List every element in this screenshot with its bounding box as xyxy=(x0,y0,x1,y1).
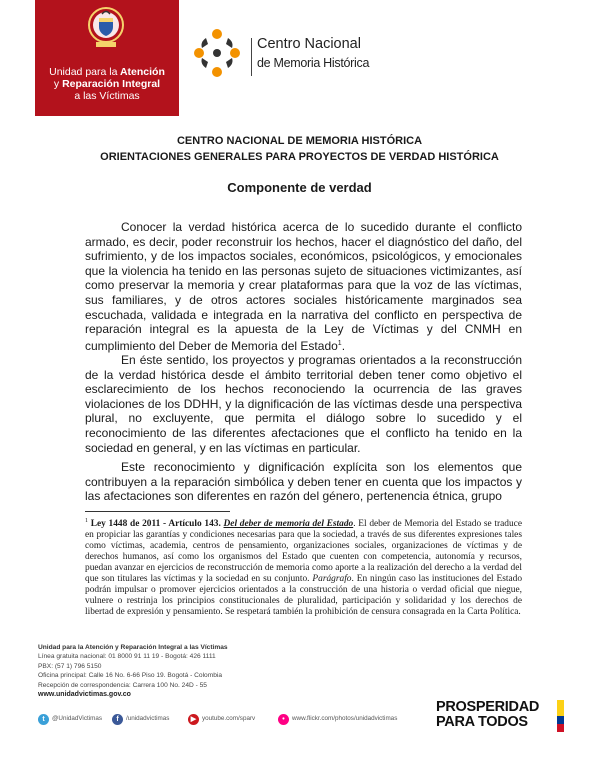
footnote-number: 1 xyxy=(85,518,88,524)
twitter-icon: t xyxy=(38,714,49,725)
footer-website-link[interactable]: www.unidadvictimas.gov.co xyxy=(38,691,131,699)
unidad-victimas-wordmark: Unidad para la Atención y Reparación Integral a las Víctimas xyxy=(49,66,165,102)
colombia-coat-of-arms-icon xyxy=(87,6,125,50)
footnote-separator xyxy=(85,511,230,512)
flickr-icon: • xyxy=(278,714,289,725)
logo-divider xyxy=(251,38,252,76)
paragraph-3: Este reconocimiento y dignificación explícita son los elementos que contribuyen a la reparación simbólica y deben tener en cuenta que los impactos y las afectaciones son diferentes en razón del género, pertenencia étnica, grupo xyxy=(85,460,522,504)
footer-mailroom: Recepción de correspondencia: Carrera 100 No. 24D - 55 xyxy=(38,681,207,689)
social-facebook-link[interactable]: f /unidadvictimas xyxy=(112,713,184,727)
section-title: Componente de verdad xyxy=(227,180,372,195)
cnmh-hands-emblem-icon xyxy=(190,26,244,80)
contact-info xyxy=(38,643,338,699)
colombia-flag-icon xyxy=(557,700,564,732)
footnote-heading: Del deber de memoria del Estado xyxy=(223,519,354,530)
footer-pbx: PBX: (57 1) 796 5150 xyxy=(38,662,102,670)
footnote xyxy=(85,516,522,618)
footnote-ref[interactable]: 1 xyxy=(337,339,342,347)
social-twitter-link[interactable]: t @UnidadVictimas xyxy=(38,713,110,727)
unidad-victimas-logo xyxy=(35,0,179,116)
youtube-icon: ▶ xyxy=(188,714,199,725)
footnote-text-2: . En ningún caso las instituciones del Estado podrán impulsar o promover ejercicios orientados a la construcción de una historia o verdad oficial que niegue, vulnere o restrinja los principios constitucionales de pluralidad, participación y solidaridad y los derechos de libertad de expresión y pensamiento. Se respetará también la prohibición de censura consagrada en la Carta Política. xyxy=(85,573,523,617)
prosperidad-wordmark: PROSPERIDAD PARA TODOS xyxy=(436,699,540,730)
document-main-title: ORIENTACIONES GENERALES PARA PROYECTOS DE VERDAD HISTÓRICA xyxy=(100,151,499,163)
cnmh-name-line2: de Memoria Histórica xyxy=(257,56,370,70)
footnote-paragrafo: Parágrafo xyxy=(312,573,352,584)
footnote-text-1: . El deber de Memoria del Estado se traduce en propiciar las garantías y condiciones necesarias para que la sociedad, a través de sus diferentes expresiones tales como víctimas, academia, centros de pensamiento, organizaciones sociales, organizaciones de víctimas y de derechos humanos, así como los organismos del Estado que cuenten con competencia, autonomía y recursos, puedan avanzar en ejercicios de reconstrucción de memoria como aporte a la realización del derecho a la verdad del que son titulares las víctimas y la sociedad en su conjunto. xyxy=(85,519,522,584)
social-youtube-link[interactable]: ▶ youtube.com/sparv xyxy=(188,713,266,727)
prosperidad-logo xyxy=(436,700,576,736)
cnmh-name-line1: Centro Nacional xyxy=(257,36,361,52)
paragraph-2: En éste sentido, los proyectos y programas orientados a la reconstrucción de la verdad histórica desde el ámbito territorial deben tener como objetivo el esclarecimiento de los hechos reconociendo la ocurrencia de las graves violaciones de los DDHH, y la dignificación de las víctimas desde una perspectiva plural, no excluyente, que permita el diálogo sobre lo sucedido y el reconocimiento de las diferentes afectaciones que el conflicto ha tenido en la sociedad en general, y en las víctimas en particular. xyxy=(85,353,522,455)
facebook-icon: f xyxy=(112,714,123,725)
document-org-title: CENTRO NACIONAL DE MEMORIA HISTÓRICA xyxy=(176,135,423,147)
footer-org-name: Unidad para la Atención y Reparación Integral a las Víctimas xyxy=(38,644,228,651)
cnmh-logo xyxy=(190,26,370,82)
footnote-law: Ley 1448 de 2011 - Artículo 143. xyxy=(90,519,221,530)
footer-office: Oficina principal: Calle 16 No. 6-66 Piso 19. Bogotá - Colombia xyxy=(38,672,222,680)
footer-hotline: Línea gratuita nacional: 01 8000 91 11 19 - Bogotá: 426 1111 xyxy=(38,653,216,661)
social-links xyxy=(38,713,418,727)
paragraph-1: Conocer la verdad histórica acerca de lo sucedido durante el conflicto armado, es decir, poder reconstruir los hechos, hacer el diagnóstico del daño, del sufrimiento, y de los impactos sociales, económicos, psicológicos, y emocionales que la violencia ha tenido en las personas sujeto de situaciones victimizantes, así como preservar la memoria y crear plataformas para que la voz de las víctimas, sus familiares, y de otros actores sociales históricamente marginados sea escuchada, validada e integrada en la narrativa del conflicto en perspectiva de reparación integral es la apuesta de la Ley de Víctimas y del CNMH en cumplimiento del Deber de Memoria del Estado$^1$. xyxy=(85,220,522,353)
social-flickr-link[interactable]: • www.flickr.com/photos/unidadvictimas xyxy=(278,713,418,727)
